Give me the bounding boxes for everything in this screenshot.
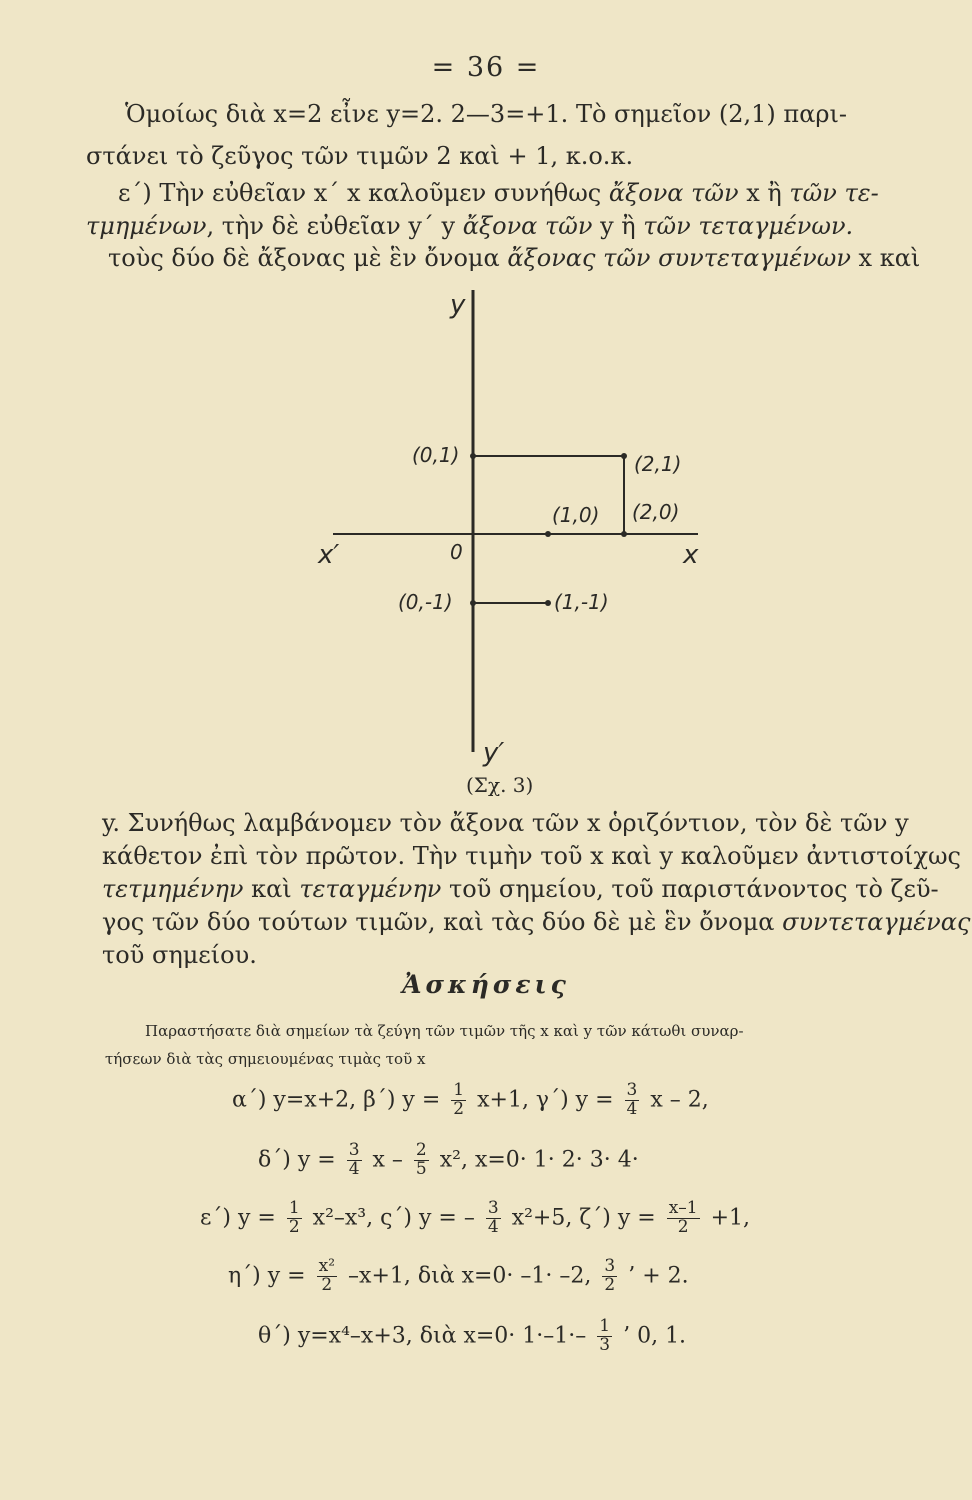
body-line-3 — [102, 875, 939, 903]
formula-text: δ΄) y = — [258, 1147, 336, 1173]
numerator: 3 — [348, 1140, 360, 1160]
label-point-0-1: (0,1) — [412, 443, 460, 467]
formula-text: x – — [372, 1147, 403, 1173]
denominator: 2 — [667, 1218, 700, 1237]
formula-row-h — [228, 1258, 689, 1295]
intro-line-1: Ὁμοίως διὰ x=2 εἶνε y=2. 2—3=+1. Τὸ σημεῖον (2,1) παρι- — [125, 100, 848, 128]
numerator: 3 — [604, 1256, 616, 1276]
text-run: y ἢ — [592, 212, 644, 240]
text-run: x καὶ — [850, 244, 921, 272]
label-y-axis: y — [450, 290, 466, 320]
numerator: x–1 — [668, 1198, 698, 1218]
formula-text: x+1, γ΄) y = — [477, 1087, 614, 1113]
exercise-instruction-2: τήσεων διὰ τὰς σημειουμένας τιμὰς τοῦ x — [105, 1050, 426, 1068]
body-line-4 — [102, 908, 970, 936]
point-2-0 — [621, 531, 627, 537]
point-1-0 — [545, 531, 551, 537]
denominator: 2 — [288, 1216, 300, 1237]
fraction — [602, 1258, 617, 1295]
figure-caption: (Σχ. 3) — [466, 773, 534, 797]
numerator: 1 — [453, 1080, 465, 1100]
formula-text: α΄) y=x+2, β΄) y = — [232, 1087, 441, 1113]
numerator: 1 — [288, 1198, 300, 1218]
fraction — [486, 1200, 501, 1237]
denominator: 5 — [415, 1158, 427, 1179]
term-abscissae: τμημένων — [86, 212, 207, 240]
point-0-m1 — [470, 600, 476, 606]
fraction — [287, 1200, 302, 1237]
term-coordinates: συντεταγμένας — [782, 908, 971, 936]
formula-text: ’ 0, 1. — [623, 1323, 687, 1349]
intro-line-2: στάνει τὸ ζεῦγος τῶν τιμῶν 2 καὶ + 1, κ.ο.κ. — [86, 142, 634, 170]
denominator: 4 — [348, 1158, 360, 1179]
denominator: 4 — [626, 1098, 638, 1119]
formula-row-e — [200, 1200, 750, 1237]
numerator: 1 — [599, 1316, 611, 1336]
point-2-1 — [621, 453, 627, 459]
text-run: ε΄) Τὴν εὐθεῖαν x΄ x καλοῦμεν συνήθως — [118, 179, 609, 207]
page-number: = 36 = — [431, 52, 541, 83]
fraction — [347, 1142, 362, 1179]
formula-text: x – 2, — [650, 1087, 709, 1113]
point-0-1 — [470, 453, 476, 459]
term-axis-x: ἄξονα τῶν — [608, 179, 739, 207]
label-x-axis: x — [683, 540, 699, 570]
fraction — [414, 1142, 429, 1179]
formula-text: –x+1, διὰ x=0· –1· –2, — [348, 1263, 592, 1289]
formula-text: η΄) y = — [228, 1263, 306, 1289]
denominator: 2 — [604, 1274, 616, 1295]
label-x-prime: x′ — [318, 540, 340, 570]
formula-text: ε΄) y = — [200, 1205, 276, 1231]
formula-text: x²+5, ζ΄) y = — [511, 1205, 656, 1231]
exercises-heading: Ἀσκήσεις — [402, 970, 570, 999]
term-abscissa: τῶν τε- — [789, 179, 879, 207]
formula-text: θ΄) y=x⁴–x+3, διὰ x=0· 1·–1·– — [258, 1323, 587, 1349]
denominator: 2 — [453, 1098, 465, 1119]
fraction — [667, 1200, 700, 1237]
point-1-m1 — [545, 600, 551, 606]
fraction — [625, 1082, 640, 1119]
text-run: x ἢ — [738, 179, 790, 207]
term-ordinates: τῶν τεταγμένων. — [643, 212, 854, 240]
numerator: 3 — [626, 1080, 638, 1100]
denominator: 3 — [599, 1334, 611, 1355]
formula-text: ’ + 2. — [628, 1263, 689, 1289]
label-point-2-0: (2,0) — [632, 500, 680, 524]
label-point-1-0: (1,0) — [552, 503, 600, 527]
term-axis-y: ἄξονα τῶν — [462, 212, 593, 240]
fraction — [451, 1082, 466, 1119]
text-run: τοὺς δύο δὲ ἄξονας μὲ ἓν ὄνομα — [108, 244, 508, 272]
body-line-5: τοῦ σημείου. — [102, 941, 257, 969]
formula-row-th — [258, 1318, 686, 1355]
denominator: 4 — [487, 1216, 499, 1237]
fraction — [597, 1318, 612, 1355]
formula-row-d — [258, 1142, 639, 1179]
text-run: τοῦ σημείου, τοῦ παριστάνοντος τὸ ζεῦ- — [441, 875, 939, 903]
exercise-instruction-1: Παραστήσατε διὰ σημείων τὰ ζεύγη τῶν τιμῶν τῆς x καὶ y τῶν κάτωθι συναρ- — [145, 1022, 744, 1040]
term-abscissa-acc: τετμημένην — [102, 875, 244, 903]
numerator: 3 — [487, 1198, 499, 1218]
formula-text: +1, — [710, 1205, 751, 1231]
term-ordinate-acc: τεταγμένην — [299, 875, 442, 903]
formula-text: x², x=0· 1· 2· 3· 4· — [439, 1147, 639, 1173]
text-run: γος τῶν δύο τούτων τιμῶν, καὶ τὰς δύο δὲ μὲ ἓν ὄνομα — [102, 908, 783, 936]
numerator: 2 — [415, 1140, 427, 1160]
text-run: καὶ — [243, 875, 300, 903]
label-point-2-1: (2,1) — [634, 452, 682, 476]
term-coordinate-axes: ἄξονας τῶν συντεταγμένων — [507, 244, 851, 272]
denominator: 2 — [317, 1276, 337, 1295]
formula-row-a — [232, 1082, 709, 1119]
label-point-1-m1: (1,-1) — [554, 590, 609, 614]
numerator: x² — [318, 1256, 336, 1276]
text-run: , τὴν δὲ εὐθεῖαν y΄ y — [206, 212, 463, 240]
fraction — [317, 1258, 337, 1295]
label-point-0-m1: (0,-1) — [398, 590, 453, 614]
body-line-1: y. Συνήθως λαμβάνομεν τὸν ἄξονα τῶν x ὁριζόντιον, τὸν δὲ τῶν y — [102, 809, 909, 837]
label-origin: 0 — [450, 540, 463, 564]
label-y-prime: y′ — [483, 738, 505, 768]
body-line-2: κάθετον ἐπὶ τὸν πρῶτον. Τὴν τιμὴν τοῦ x καὶ y καλοῦμεν ἀντιστοίχως — [102, 842, 961, 870]
unit-rectangle — [473, 456, 624, 534]
formula-text: x²–x³, ς΄) y = – — [312, 1205, 475, 1231]
